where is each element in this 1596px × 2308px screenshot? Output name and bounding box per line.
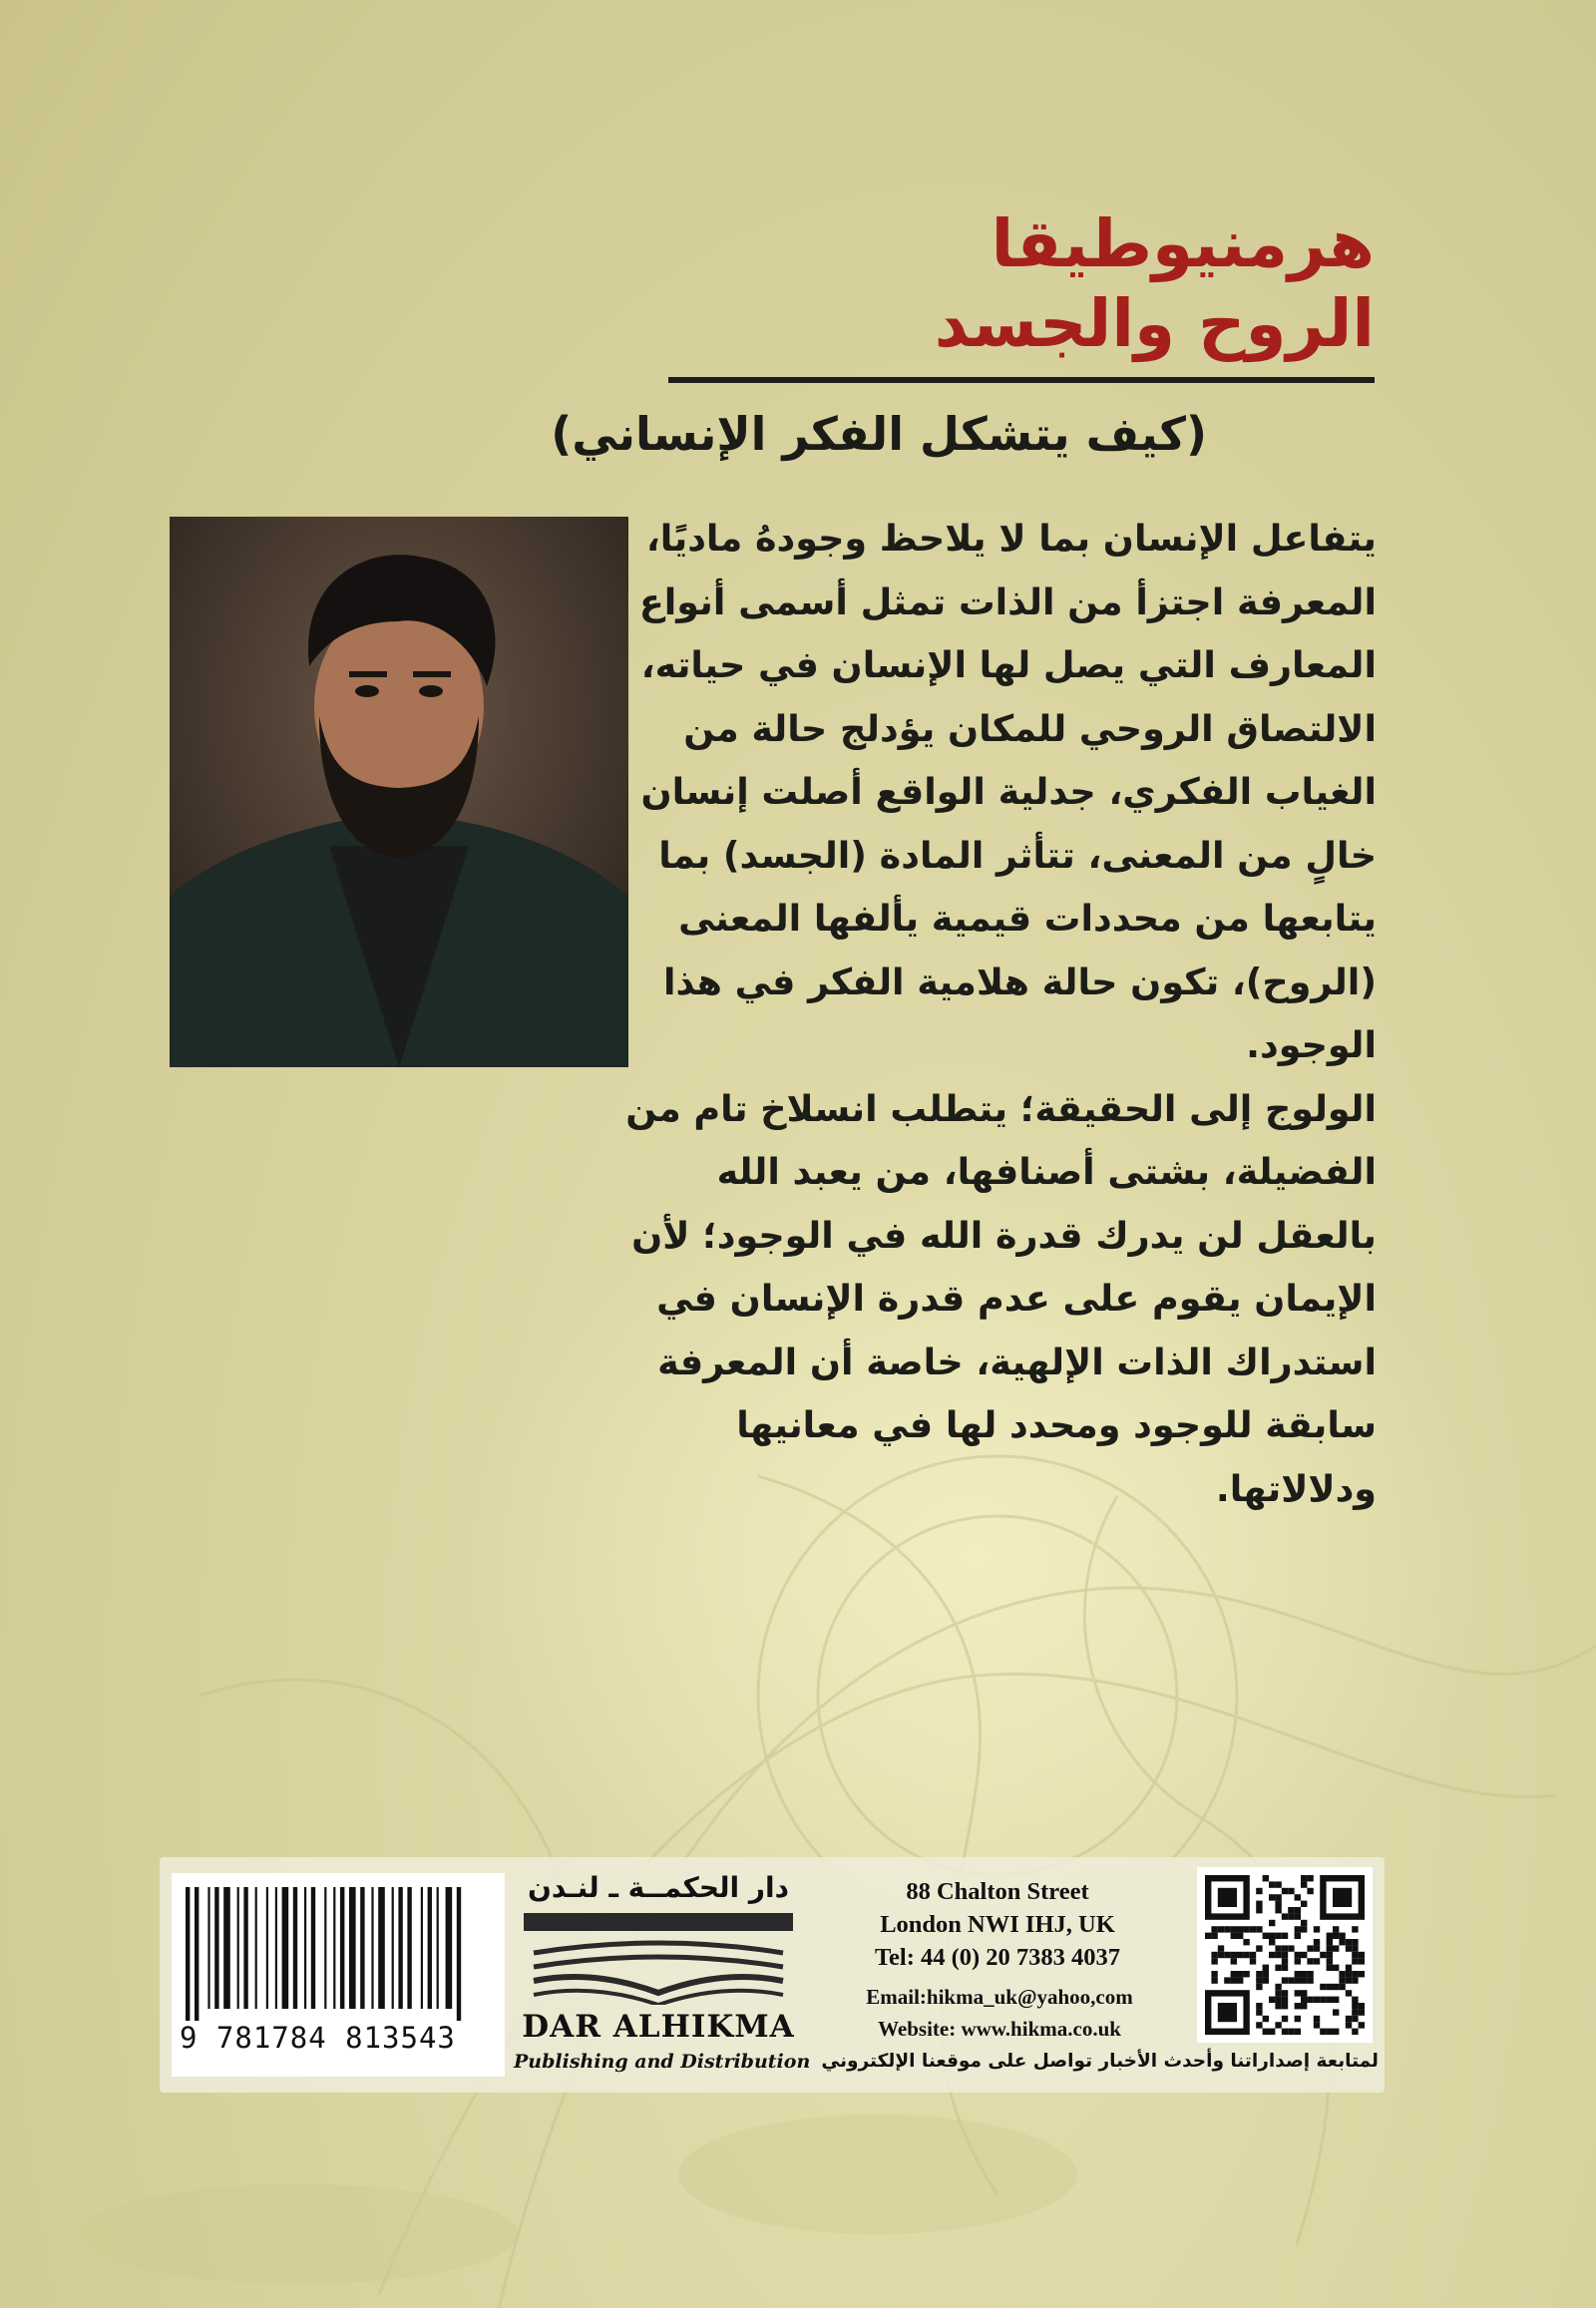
qr-module (1231, 1977, 1237, 1983)
qr-module (1256, 2022, 1262, 2028)
qr-module (1282, 1913, 1288, 1919)
follow-us-text: لمتابعة إصداراتنا وأحدث الأخبار تواصل على موقعنا الإلكتروني (821, 2051, 1379, 2072)
qr-module (1263, 1875, 1269, 1881)
qr-module (1243, 1939, 1249, 1945)
barcode-bar (275, 1887, 277, 2009)
qr-module (1346, 1945, 1352, 1951)
blurb-line: الإيمان يقوم على عدم قدرة الإنسان في (656, 1277, 1377, 1320)
qr-module (1327, 1933, 1333, 1939)
qr-module (1359, 1958, 1365, 1964)
barcode-bar (392, 1887, 394, 2009)
qr-module (1359, 2022, 1365, 2028)
qr-module (1243, 1952, 1249, 1958)
qr-module (1307, 1945, 1313, 1951)
qr-module (1282, 1965, 1288, 1971)
qr-module (1275, 2022, 1281, 2028)
blurb-line: (الروح)، تكون حالة هلامية الفكر في هذا (662, 960, 1377, 1003)
qr-module (1327, 1952, 1333, 1958)
barcode-bar (237, 1887, 239, 2009)
qr-module (1275, 2003, 1281, 2009)
qr-module (1295, 1913, 1301, 1919)
qr-module (1301, 1990, 1307, 1996)
blurb-line: سابقة للوجود ومحدد لها في معانيها (736, 1403, 1377, 1446)
qr-module (1256, 2003, 1262, 2009)
qr-module (1275, 1907, 1281, 1913)
qr-module (1282, 1990, 1288, 1996)
qr-module (1256, 2009, 1262, 2015)
barcode-bar (437, 1887, 439, 2009)
qr-module (1295, 1971, 1301, 1977)
blurb-line: الالتصاق الروحي للمكان يؤدلج حالة من (683, 706, 1377, 750)
blurb-line: الوجود. (1246, 1023, 1377, 1066)
qr-module (1359, 1952, 1365, 1958)
qr-module (1275, 1984, 1281, 1990)
qr-module (1256, 1888, 1262, 1894)
qr-module (1275, 1952, 1281, 1958)
qr-module (1211, 1952, 1217, 1958)
qr-module (1320, 1952, 1326, 1958)
qr-module (1237, 1926, 1243, 1932)
qr-module (1211, 1977, 1217, 1983)
qr-module (1346, 1965, 1352, 1971)
qr-module (1282, 2003, 1288, 2009)
qr-code-icon (1197, 1867, 1373, 2043)
qr-module (1359, 2009, 1365, 2015)
qr-module (1352, 2016, 1358, 2022)
contact-website: Website: www.hikma.co.uk (878, 2017, 1121, 2041)
qr-module (1263, 1933, 1269, 1939)
qr-module (1269, 1952, 1275, 1958)
qr-module (1333, 1965, 1339, 1971)
barcode-bar (255, 1887, 257, 2009)
qr-module (1307, 1875, 1313, 1881)
qr-module (1231, 1952, 1237, 1958)
qr-module (1211, 1926, 1217, 1932)
barcode-bar (333, 1887, 335, 2009)
qr-module (1224, 1977, 1230, 1983)
qr-module (1295, 1894, 1301, 1900)
open-book-logo-icon (524, 1913, 793, 2005)
qr-module (1327, 1965, 1333, 1971)
qr-module (1301, 1901, 1307, 1907)
qr-module (1327, 2029, 1333, 2035)
qr-module (1275, 1990, 1281, 1996)
qr-module (1218, 1952, 1224, 1958)
qr-module (1231, 1926, 1237, 1932)
qr-module (1295, 1990, 1301, 1996)
qr-module (1211, 1958, 1217, 1964)
barcode-bar (304, 1887, 306, 2009)
qr-module (1275, 1901, 1281, 1907)
qr-module (1339, 1939, 1345, 1945)
qr-module (1211, 1933, 1217, 1939)
barcode-bar (349, 1887, 356, 2009)
qr-module (1295, 1952, 1301, 1958)
blurb-line: ودلالاتها. (1215, 1466, 1377, 1510)
qr-module (1352, 1977, 1358, 1983)
blurb-line: خالٍ من المعنى، تتأثر المادة (الجسد) بما (658, 833, 1377, 877)
qr-module (1320, 1997, 1326, 2003)
qr-module (1282, 1997, 1288, 2003)
qr-module (1339, 1971, 1345, 1977)
barcode-bar (207, 1887, 209, 2009)
qr-module (1346, 1939, 1352, 1945)
contact-email: Email:hikma_uk@yahoo,com (866, 1985, 1133, 2009)
barcode-bar (243, 1887, 247, 2009)
address-street: 88 Chalton Street (906, 1878, 1089, 1905)
title-line-1: هرمنيوطيقا (991, 205, 1375, 282)
blurb-line: الغياب الفكري، جدلية الواقع أصلت إنسان (640, 770, 1377, 813)
qr-module (1263, 1965, 1269, 1971)
qr-module (1224, 1952, 1230, 1958)
publisher-name: DAR ALHIKMA (522, 2009, 795, 2045)
qr-module (1288, 1913, 1294, 1919)
qr-module (1218, 1945, 1224, 1951)
qr-module (1352, 1958, 1358, 1964)
qr-module (1333, 1997, 1339, 2003)
book-subtitle: (كيف يتشكل الفكر الإنساني) (551, 407, 1207, 461)
qr-module (1346, 2022, 1352, 2028)
qr-module (1269, 1920, 1275, 1926)
qr-module (1275, 1997, 1281, 2003)
qr-module (1243, 1926, 1249, 1932)
barcode-bar (214, 1887, 218, 2009)
qr-module (1320, 1984, 1326, 1990)
qr-module (1346, 1971, 1352, 1977)
qr-module (1295, 1907, 1301, 1913)
qr-module (1282, 1952, 1288, 1958)
barcode-bar (186, 1887, 190, 2021)
qr-module (1327, 1997, 1333, 2003)
barcode-bar (428, 1887, 432, 2009)
blurb-line: استدراك الذات الإلهية، خاصة أن المعرفة (657, 1340, 1377, 1383)
qr-module (1288, 2029, 1294, 2035)
qr-module (1307, 1977, 1313, 1983)
barcode-bar (293, 1887, 297, 2009)
qr-module (1288, 1945, 1294, 1951)
qr-module (1256, 1971, 1262, 1977)
barcode-bar (266, 1887, 268, 2009)
qr-module (1346, 1977, 1352, 1983)
blurb-line: يتابعها من محددات قيمية يألفها المعنى (678, 897, 1377, 940)
barcode-bar (457, 1887, 461, 2021)
qr-module (1256, 1901, 1262, 1907)
qr-module (1237, 1971, 1243, 1977)
qr-module (1301, 1977, 1307, 1983)
qr-module (1282, 1945, 1288, 1951)
qr-module (1301, 1997, 1307, 2003)
barcode-bar (371, 1887, 373, 2009)
barcode-bar (360, 1887, 364, 2009)
blurb-line: المعرفة اجتزأ من الذات تمثل أسمى أنواع (638, 579, 1377, 623)
qr-module (1256, 1945, 1262, 1951)
qr-module (1243, 1971, 1249, 1977)
qr-module (1237, 1952, 1243, 1958)
author-photo (170, 517, 628, 1067)
qr-module (1282, 2016, 1288, 2022)
blurb-line: الفضيلة، بشتى أصنافها، من يعبد الله (716, 1150, 1377, 1193)
qr-module (1269, 1894, 1275, 1900)
qr-module (1339, 1984, 1345, 1990)
qr-module (1218, 1888, 1237, 1907)
qr-module (1327, 1984, 1333, 1990)
qr-module (1282, 1958, 1288, 1964)
barcode-bar (282, 1887, 289, 2009)
qr-module (1275, 1894, 1281, 1900)
barcode-bar (407, 1887, 411, 2009)
qr-module (1333, 2029, 1339, 2035)
qr-module (1295, 1977, 1301, 1983)
barcode-bar (195, 1887, 199, 2021)
qr-module (1359, 2003, 1365, 2009)
qr-module (1314, 1945, 1320, 1951)
qr-module (1327, 1939, 1333, 1945)
qr-module (1352, 1939, 1358, 1945)
qr-module (1333, 1984, 1339, 1990)
qr-module (1333, 2009, 1339, 2015)
qr-module (1307, 1971, 1313, 1977)
qr-module (1275, 1945, 1281, 1951)
qr-module (1237, 1977, 1243, 1983)
qr-module (1256, 1926, 1262, 1932)
qr-module (1352, 1945, 1358, 1951)
qr-module (1269, 1997, 1275, 2003)
qr-module (1256, 1977, 1262, 1983)
qr-module (1269, 1939, 1275, 1945)
qr-module (1327, 1958, 1333, 1964)
publisher-contact (810, 1981, 1189, 2045)
barcode-bar (378, 1887, 385, 2009)
barcode-bar (446, 1887, 453, 2009)
qr-module (1333, 1926, 1339, 1932)
qr-module (1295, 1926, 1301, 1932)
qr-module (1301, 1920, 1307, 1926)
blurb-text (625, 507, 1377, 1520)
qr-module (1295, 2029, 1301, 2035)
qr-module (1333, 1933, 1339, 1939)
qr-module (1263, 1971, 1269, 1977)
qr-module (1237, 1933, 1243, 1939)
qr-module (1250, 1952, 1256, 1958)
qr-module (1307, 1888, 1313, 1894)
qr-module (1301, 1881, 1307, 1887)
qr-module (1314, 2016, 1320, 2022)
qr-module (1346, 2016, 1352, 2022)
publisher-address (818, 1875, 1177, 1974)
barcode-bar (340, 1887, 344, 2009)
qr-module (1256, 1984, 1262, 1990)
qr-module (1333, 1945, 1339, 1951)
qr-module (1231, 1958, 1237, 1964)
qr-module (1301, 1926, 1307, 1932)
qr-module (1218, 1926, 1224, 1932)
blurb-line: المعارف التي يصل لها الإنسان في حياته، (640, 643, 1377, 686)
qr-module (1301, 1971, 1307, 1977)
qr-module (1359, 1971, 1365, 1977)
qr-module (1314, 1997, 1320, 2003)
barcode-bar (398, 1887, 402, 2009)
qr-module (1288, 1888, 1294, 1894)
qr-module (1275, 1965, 1281, 1971)
address-phone: Tel: 44 (0) 20 7383 4037 (874, 1944, 1121, 1971)
qr-module (1263, 1977, 1269, 1983)
qr-module (1307, 1958, 1313, 1964)
qr-module (1352, 2003, 1358, 2009)
qr-module (1339, 1977, 1345, 1983)
blurb-line: بالعقل لن يدرك قدرة الله في الوجود؛ لأن (631, 1213, 1377, 1257)
qr-module (1256, 1907, 1262, 1913)
qr-module (1301, 2003, 1307, 2009)
barcode-bars (172, 1873, 505, 2023)
isbn-digits: 9 781784 813543 (180, 2021, 456, 2055)
qr-module (1205, 1933, 1211, 1939)
title-line-2: الروح والجسد (934, 285, 1375, 362)
qr-module (1250, 1958, 1256, 1964)
qr-module (1269, 2029, 1275, 2035)
qr-module (1314, 1926, 1320, 1932)
qr-module (1231, 1971, 1237, 1977)
qr-module (1275, 1933, 1281, 1939)
publisher-arabic-name: دار الحكمــة ـ لنـدن (528, 1871, 789, 1904)
qr-module (1269, 1933, 1275, 1939)
qr-module (1269, 1881, 1275, 1887)
qr-module (1352, 2009, 1358, 2015)
qr-module (1282, 1933, 1288, 1939)
blurb-line: يتفاعل الإنسان بما لا يلاحظ وجودهُ ماديًا، (645, 517, 1377, 560)
qr-module (1295, 1933, 1301, 1939)
qr-module (1301, 1875, 1307, 1881)
qr-module (1250, 1926, 1256, 1932)
qr-module (1288, 1907, 1294, 1913)
qr-module (1263, 2029, 1269, 2035)
qr-module (1263, 2016, 1269, 2022)
qr-module (1307, 1997, 1313, 2003)
qr-module (1339, 1933, 1345, 1939)
blurb-line: الولوج إلى الحقيقة؛ يتطلب انسلاخ تام من (625, 1086, 1377, 1130)
title-divider (668, 377, 1375, 383)
barcode-bar (324, 1887, 326, 2009)
qr-module (1320, 2029, 1326, 2035)
qr-module (1327, 1945, 1333, 1951)
qr-module (1346, 1990, 1352, 1996)
barcode-bar (421, 1887, 423, 2009)
qr-module (1314, 1958, 1320, 1964)
qr-module (1211, 1971, 1217, 1977)
qr-module (1224, 1926, 1230, 1932)
qr-module (1295, 2016, 1301, 2022)
publisher-tagline: Publishing and Distribution (514, 2051, 811, 2073)
qr-module (1275, 1881, 1281, 1887)
qr-module (1295, 1958, 1301, 1964)
address-city: London NWI IHJ, UK (880, 1911, 1115, 1938)
qr-module (1295, 2003, 1301, 2009)
qr-module (1282, 2029, 1288, 2035)
barcode-bar (311, 1887, 315, 2009)
qr-module (1314, 2022, 1320, 2028)
qr-module (1231, 1933, 1237, 1939)
qr-module (1218, 2003, 1237, 2022)
qr-module (1301, 1952, 1307, 1958)
qr-module (1352, 1952, 1358, 1958)
qr-module (1352, 1926, 1358, 1932)
qr-module (1282, 1977, 1288, 1983)
qr-module (1352, 2029, 1358, 2035)
qr-module (1352, 1997, 1358, 2003)
qr-module (1352, 1971, 1358, 1977)
barcode-bar (223, 1887, 230, 2009)
qr-module (1282, 1888, 1288, 1894)
book-title (676, 204, 1375, 364)
qr-module (1288, 1977, 1294, 1983)
qr-module (1333, 1888, 1352, 1907)
qr-module (1314, 1939, 1320, 1945)
